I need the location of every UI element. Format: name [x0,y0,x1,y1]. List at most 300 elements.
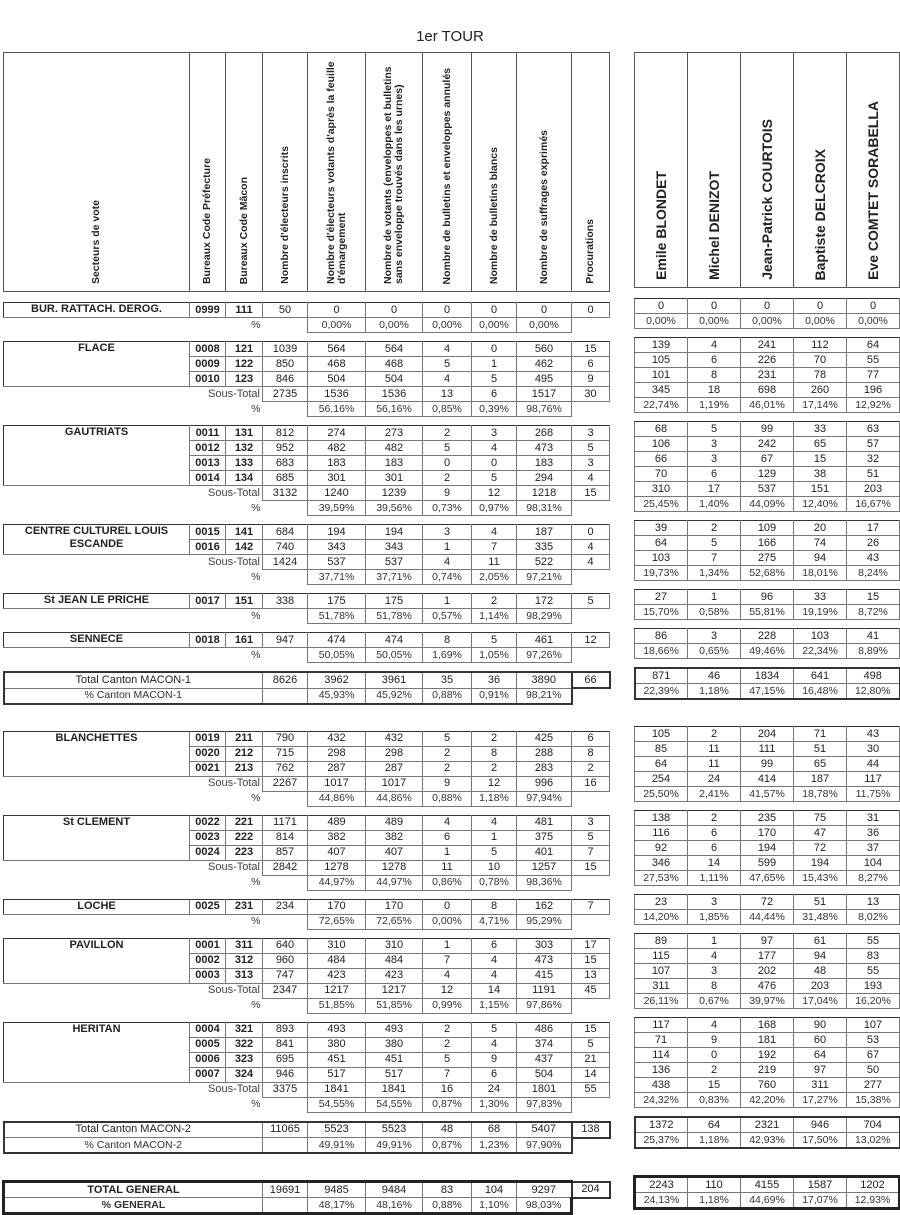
candidate-row [635,895,900,910]
vote-value: 493 [366,1022,423,1037]
sector-name: LOCHE [4,899,190,914]
total-value: 68 [472,1122,517,1138]
spacer [635,802,900,811]
vote-value: 2 [472,594,517,609]
subtotal-value: 1191 [517,983,572,998]
percent-label: % [251,501,261,514]
candidate-votes: 94 [794,949,847,964]
bureau-code: 0022 [190,815,226,830]
candidate-percent-row [635,787,900,802]
percent-value: 1,14% [472,609,517,624]
vote-value: 1 [423,540,472,555]
vote-value: 415 [517,968,572,983]
percent-value: 0,00% [472,318,517,333]
vote-value: 5 [423,1052,472,1067]
column-header [572,53,610,292]
vote-value: 298 [308,746,366,761]
total-value: 104 [472,1182,517,1198]
percent-value: 39,56% [366,501,423,516]
candidate-votes: 70 [635,467,688,482]
total-value: 66 [572,672,610,688]
subtotal-value: 2347 [263,983,308,998]
bureau-code: 0010 [190,372,226,387]
empty-cell [263,1138,308,1154]
candidate-votes: 114 [635,1048,688,1063]
vote-value: 21 [572,1052,610,1067]
candidate-total-pct: 1,18% [688,1193,741,1209]
percent-value: 54,55% [308,1097,366,1112]
candidate-votes: 101 [635,368,688,383]
bureau-code: 134 [226,471,263,486]
candidate-votes: 226 [741,353,794,368]
bureau-code: 0020 [190,746,226,761]
column-header [472,53,517,292]
vote-value: 0 [472,456,517,471]
percent-value: 50,05% [366,648,423,663]
bureau-code: 312 [226,953,263,968]
vote-value: 946 [263,1067,308,1082]
vote-value: 5 [472,845,517,860]
candidate-percent: 1,40% [688,497,741,512]
candidate-percent: 19,73% [635,566,688,581]
bureau-code: 133 [226,456,263,471]
percent-label: % [251,792,261,804]
subtotal-value: 4 [572,555,610,570]
total-pct-value: 45,92% [366,688,423,704]
spacer [4,417,610,426]
total-value: 11065 [263,1122,308,1138]
percent-value: 0,00% [423,318,472,333]
candidate-votes: 117 [635,1018,688,1033]
bureau-code: 322 [226,1037,263,1052]
vote-value: 4 [472,1037,517,1052]
empty-cell [572,914,610,929]
total-pct-label: % GENERAL [4,1198,263,1214]
total-value: 5407 [517,1122,572,1138]
candidate-votes: 1 [688,934,741,949]
candidate-votes: 107 [635,964,688,979]
candidate-percent: 22,74% [635,398,688,413]
candidate-votes: 72 [741,895,794,910]
candidate-votes: 2 [688,521,741,536]
spacer-row [4,585,610,594]
candidate-row [635,949,900,964]
candidate-subtotal: 151 [794,482,847,497]
vote-value: 5 [572,1037,610,1052]
percent-value: 44,86% [308,791,366,806]
candidate-row [635,629,900,644]
candidate-votes: 6 [688,826,741,841]
candidate-votes: 99 [741,422,794,437]
candidate-votes: 20 [794,521,847,536]
bureau-row [4,899,610,914]
spacer-row [635,581,900,590]
candidate-votes: 26 [847,536,900,551]
subtotal-value: 16 [572,776,610,791]
vote-value: 170 [308,899,366,914]
candidate-total-pct: 25,37% [635,1133,688,1149]
candidate-votes: 15 [794,452,847,467]
candidate-total: 4155 [741,1177,794,1193]
empty-cell [263,609,308,624]
vote-value: 684 [263,525,308,540]
vote-value: 4 [572,540,610,555]
column-header-label: Nombre de suffrages exprimés [537,129,550,284]
candidate-votes: 39 [635,521,688,536]
vote-value: 5 [472,1022,517,1037]
vote-value: 12 [572,633,610,648]
empty-cell [263,402,308,417]
candidate-subtotal: 103 [635,551,688,566]
bureau-row [4,342,610,357]
vote-value: 3 [572,815,610,830]
bureau-code: 311 [226,938,263,953]
total-pct-value: 0,87% [423,1138,472,1154]
candidate-row [635,811,900,826]
candidate-header [688,53,741,288]
candidate-percent: 1,19% [688,398,741,413]
vote-value: 6 [572,731,610,746]
candidate-percent-row [635,497,900,512]
vote-value: 170 [366,899,423,914]
total-value: 83 [423,1182,472,1198]
candidate-votes: 51 [794,742,847,757]
bureau-code: 151 [226,594,263,609]
spacer-row [635,1148,900,1167]
spacer [635,886,900,895]
subtotal-label: Sous-Total [208,861,260,874]
candidate-percent: 49,46% [741,644,794,659]
subtotal-row [4,486,610,501]
vote-value: 194 [308,525,366,540]
vote-value: 5 [472,372,517,387]
percent-label: % [251,402,261,415]
spacer [635,620,900,629]
candidate-percent: 1,85% [688,910,741,925]
total-pct-row [4,1138,610,1154]
candidate-votes: 116 [635,826,688,841]
vote-value: 846 [263,372,308,387]
candidate-votes: 74 [794,536,847,551]
subtotal-value: 12 [423,983,472,998]
candidate-votes: 0 [847,299,900,314]
vote-value: 489 [366,815,423,830]
candidate-subtotal: 43 [847,551,900,566]
vote-value: 2 [472,731,517,746]
candidate-subtotal: 599 [741,856,794,871]
results-table-left [2,52,611,1215]
total-value: 35 [423,672,472,688]
vote-value: 468 [366,357,423,372]
candidate-subtotal: 187 [794,772,847,787]
candidate-total: 2243 [635,1177,688,1193]
candidate-total: 704 [847,1117,900,1133]
candidate-subtotal: 193 [847,979,900,994]
vote-value: 482 [366,441,423,456]
subtotal-value: 1217 [366,983,423,998]
candidate-votes: 109 [741,521,794,536]
candidate-votes: 33 [794,590,847,605]
subtotal-value: 537 [308,555,366,570]
candidate-percent-row [635,566,900,581]
candidate-votes: 37 [847,841,900,856]
candidate-name: Eve COMTET SORABELLA [864,101,881,280]
empty-cell [263,914,308,929]
total-value: 9297 [517,1182,572,1198]
candidate-votes: 3 [688,452,741,467]
vote-value: 287 [366,761,423,776]
vote-value: 5 [423,441,472,456]
candidate-subtotal: 760 [741,1078,794,1093]
spacer-row [635,288,900,299]
vote-value: 407 [308,845,366,860]
candidate-total-pct: 24,13% [635,1193,688,1209]
spacer [4,585,610,594]
vote-value: 468 [308,357,366,372]
vote-value: 401 [517,845,572,860]
percent-value: 51,78% [308,609,366,624]
vote-value: 432 [366,731,423,746]
total-pct-label: % Canton MACON-2 [4,1138,263,1154]
candidate-votes: 231 [741,368,794,383]
vote-value: 5 [472,471,517,486]
subtotal-row [4,776,610,791]
bureau-row [4,594,610,609]
bureau-code: 0019 [190,731,226,746]
sector-name: BUR. RATTACH. DEROG. [4,303,190,318]
vote-value: 298 [366,746,423,761]
candidate-row [635,338,900,353]
empty-cell [572,609,610,624]
bureau-code: 0003 [190,968,226,983]
candidate-votes: 92 [635,841,688,856]
vote-value: 893 [263,1022,308,1037]
percent-value: 98,36% [517,875,572,890]
candidate-votes: 5 [688,422,741,437]
vote-value: 17 [572,938,610,953]
candidate-votes: 51 [847,467,900,482]
sector-name: PAVILLON [4,938,190,983]
percent-value: 44,97% [308,875,366,890]
candidate-percent-row [635,644,900,659]
candidate-total-pct: 16,48% [794,684,847,700]
vote-value: 1 [472,830,517,845]
column-header [308,53,366,292]
subtotal-value: 16 [423,1082,472,1097]
candidate-subtotal: 203 [847,482,900,497]
spacer [635,329,900,338]
vote-value: 1 [423,845,472,860]
vote-value: 5 [572,830,610,845]
bureau-row [4,426,610,441]
spacer-row [4,1112,610,1122]
candidate-votes: 5 [688,536,741,551]
percent-row [4,875,610,890]
candidate-percent: 15,70% [635,605,688,620]
subtotal-label: Sous-Total [208,387,260,400]
subtotal-value: 9 [423,486,472,501]
subtotal-value: 1257 [517,860,572,875]
candidate-votes: 177 [741,949,794,964]
column-header-label: Nombre de votants (enveloppes et bulletins sans enveloppe trouvés dans les urnes) [382,66,405,284]
candidate-row [635,964,900,979]
spacer-row [4,516,610,525]
bureau-code: 324 [226,1067,263,1082]
candidate-votes: 67 [847,1048,900,1063]
candidate-percent-row [635,871,900,886]
candidate-votes: 97 [794,1063,847,1078]
bureau-code: 142 [226,540,263,555]
candidate-votes: 3 [688,964,741,979]
spacer [635,659,900,669]
candidate-percent: 17,14% [794,398,847,413]
spacer-row [4,704,610,723]
candidate-percent: 46,01% [741,398,794,413]
candidate-subtotal-row [635,856,900,871]
total-pct-label: % Canton MACON-1 [4,688,263,704]
vote-value: 2 [423,1037,472,1052]
empty-cell [263,875,308,890]
percent-row [4,791,610,806]
percent-value: 97,94% [517,791,572,806]
candidate-votes: 61 [794,934,847,949]
vote-value: 6 [472,938,517,953]
subtotal-value: 1841 [308,1082,366,1097]
candidate-percent: 0,83% [688,1093,741,1108]
total-pct-row [635,1133,900,1149]
subtotal-value: 1801 [517,1082,572,1097]
candidate-percent: 41,57% [741,787,794,802]
subtotal-value: 45 [572,983,610,998]
vote-value: 5 [572,441,610,456]
subtotal-value: 1278 [366,860,423,875]
percent-value: 95,29% [517,914,572,929]
candidate-subtotal: 14 [688,856,741,871]
total-value: 5523 [308,1122,366,1138]
bureau-row [4,731,610,746]
total-value: 5523 [366,1122,423,1138]
candidate-total-pct: 13,02% [847,1133,900,1149]
spacer [4,292,610,303]
candidate-votes: 60 [794,1033,847,1048]
candidate-votes: 44 [847,757,900,772]
candidate-votes: 8 [688,368,741,383]
candidate-percent: 0,67% [688,994,741,1009]
percent-value: 0,86% [423,875,472,890]
empty-cell [572,1138,610,1154]
candidate-votes: 66 [635,452,688,467]
candidate-total: 871 [635,668,688,684]
candidate-subtotal-row [635,482,900,497]
candidate-votes: 70 [794,353,847,368]
spacer-row [635,1167,900,1177]
vote-value: 423 [308,968,366,983]
percent-value: 0,74% [423,570,472,585]
candidate-subtotal: 310 [635,482,688,497]
vote-value: 814 [263,830,308,845]
bureau-code: 0023 [190,830,226,845]
page-title: 1er TOUR [416,28,484,45]
candidate-votes: 219 [741,1063,794,1078]
total-pct-value: 0,88% [423,688,472,704]
empty-cell [263,1097,308,1112]
subtotal-value: 14 [472,983,517,998]
vote-value: 481 [517,815,572,830]
total-pct-value: 49,91% [308,1138,366,1154]
candidate-subtotal-row [635,383,900,398]
bureau-code: 0011 [190,426,226,441]
candidate-votes: 64 [635,536,688,551]
subtotal-label: Sous-Total [208,777,260,790]
candidate-percent: 44,09% [741,497,794,512]
subtotal-value: 10 [472,860,517,875]
candidate-subtotal: 311 [635,979,688,994]
candidate-votes: 170 [741,826,794,841]
total-pct-row [635,684,900,700]
percent-value: 50,05% [308,648,366,663]
empty-cell [263,688,308,704]
candidate-votes: 77 [847,368,900,383]
vote-value: 343 [308,540,366,555]
vote-value: 493 [308,1022,366,1037]
spacer [635,1167,900,1177]
candidate-votes: 86 [635,629,688,644]
candidate-subtotal: 345 [635,383,688,398]
vote-value: 4 [472,525,517,540]
vote-value: 564 [308,342,366,357]
total-pct-value: 1,10% [472,1198,517,1214]
candidate-subtotal-row [635,551,900,566]
total-row [4,1122,610,1138]
candidate-percent-row [635,994,900,1009]
spacer-row [4,929,610,938]
column-header [190,53,226,292]
vote-value: 9 [472,1052,517,1067]
column-header-label: Bureaux Code Mâcon [237,176,250,284]
candidate-votes: 2 [688,811,741,826]
total-label: TOTAL GENERAL [4,1182,263,1198]
vote-value: 564 [366,342,423,357]
candidate-votes: 65 [794,757,847,772]
candidate-subtotal: 104 [847,856,900,871]
candidate-votes: 112 [794,338,847,353]
candidate-percent: 18,01% [794,566,847,581]
vote-value: 2 [423,1022,472,1037]
empty-cell [572,648,610,663]
spacer [4,929,610,938]
candidate-votes: 31 [847,811,900,826]
percent-label: % [251,609,261,622]
vote-value: 194 [366,525,423,540]
candidate-votes: 4 [688,949,741,964]
vote-value: 715 [263,746,308,761]
percent-row [4,1097,610,1112]
subtotal-value: 1017 [308,776,366,791]
candidate-votes: 228 [741,629,794,644]
candidate-votes: 55 [847,934,900,949]
percent-value: 56,16% [366,402,423,417]
candidate-subtotal-row [635,1078,900,1093]
candidate-total-pct: 12,80% [847,684,900,700]
percent-value: 1,15% [472,998,517,1013]
vote-value: 0 [572,303,610,318]
candidate-subtotal: 254 [635,772,688,787]
candidate-votes: 192 [741,1048,794,1063]
vote-value: 1039 [263,342,308,357]
column-header-label: Secteurs de vote [90,199,102,284]
candidate-total: 641 [794,668,847,684]
vote-value: 273 [366,426,423,441]
